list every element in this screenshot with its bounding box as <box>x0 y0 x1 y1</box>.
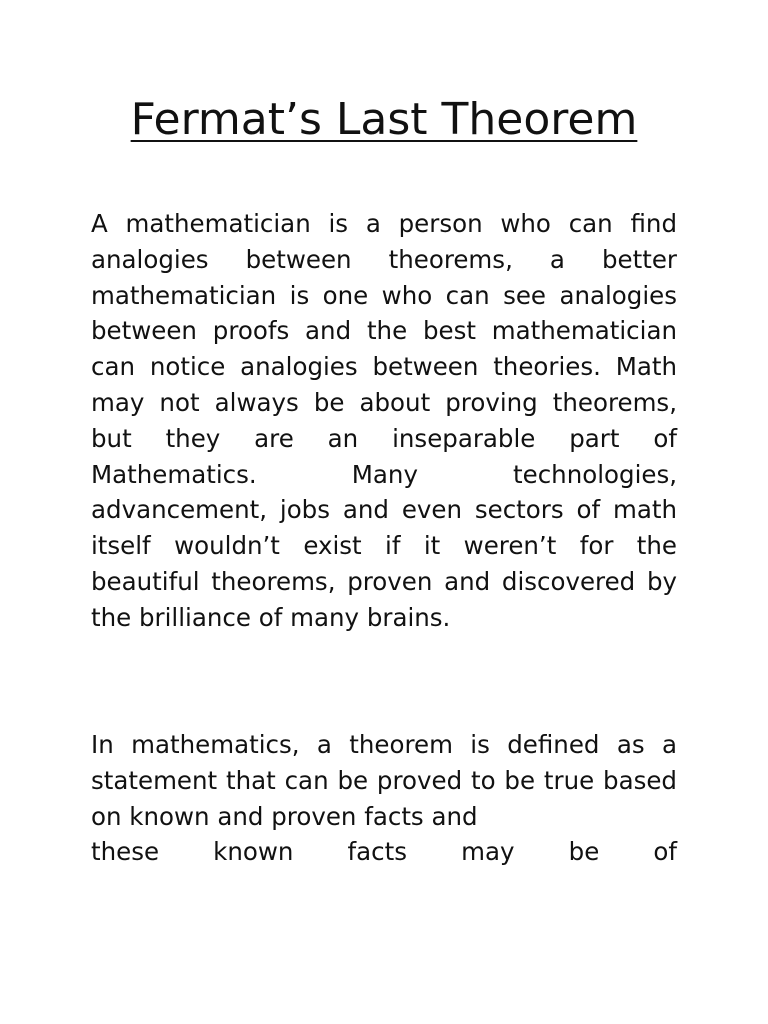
page-title-text: Fermat’s Last Theorem <box>130 94 638 145</box>
paragraph-2 <box>91 727 677 870</box>
paragraph-2-last-line: these known facts may be of <box>91 837 677 867</box>
page-title <box>0 92 768 148</box>
paragraph-1: A mathematician is a person who can find analogies between theorems, a better mathematician is one who can see analogies between proofs and the best mathematician can notice analogies between theories. Math may not always be about proving theorems, but they are an inseparable part of Mathematics. Many technologies, advancement, jobs and even sectors of math itself wouldn’t exist if it weren’t for the beautiful theorems, proven and discovered by the brilliance of many brains. <box>91 209 677 632</box>
paragraph-2-text: In mathematics, a theorem is defined as a statement that can be proved to be true based on known and proven facts and <box>91 730 677 831</box>
